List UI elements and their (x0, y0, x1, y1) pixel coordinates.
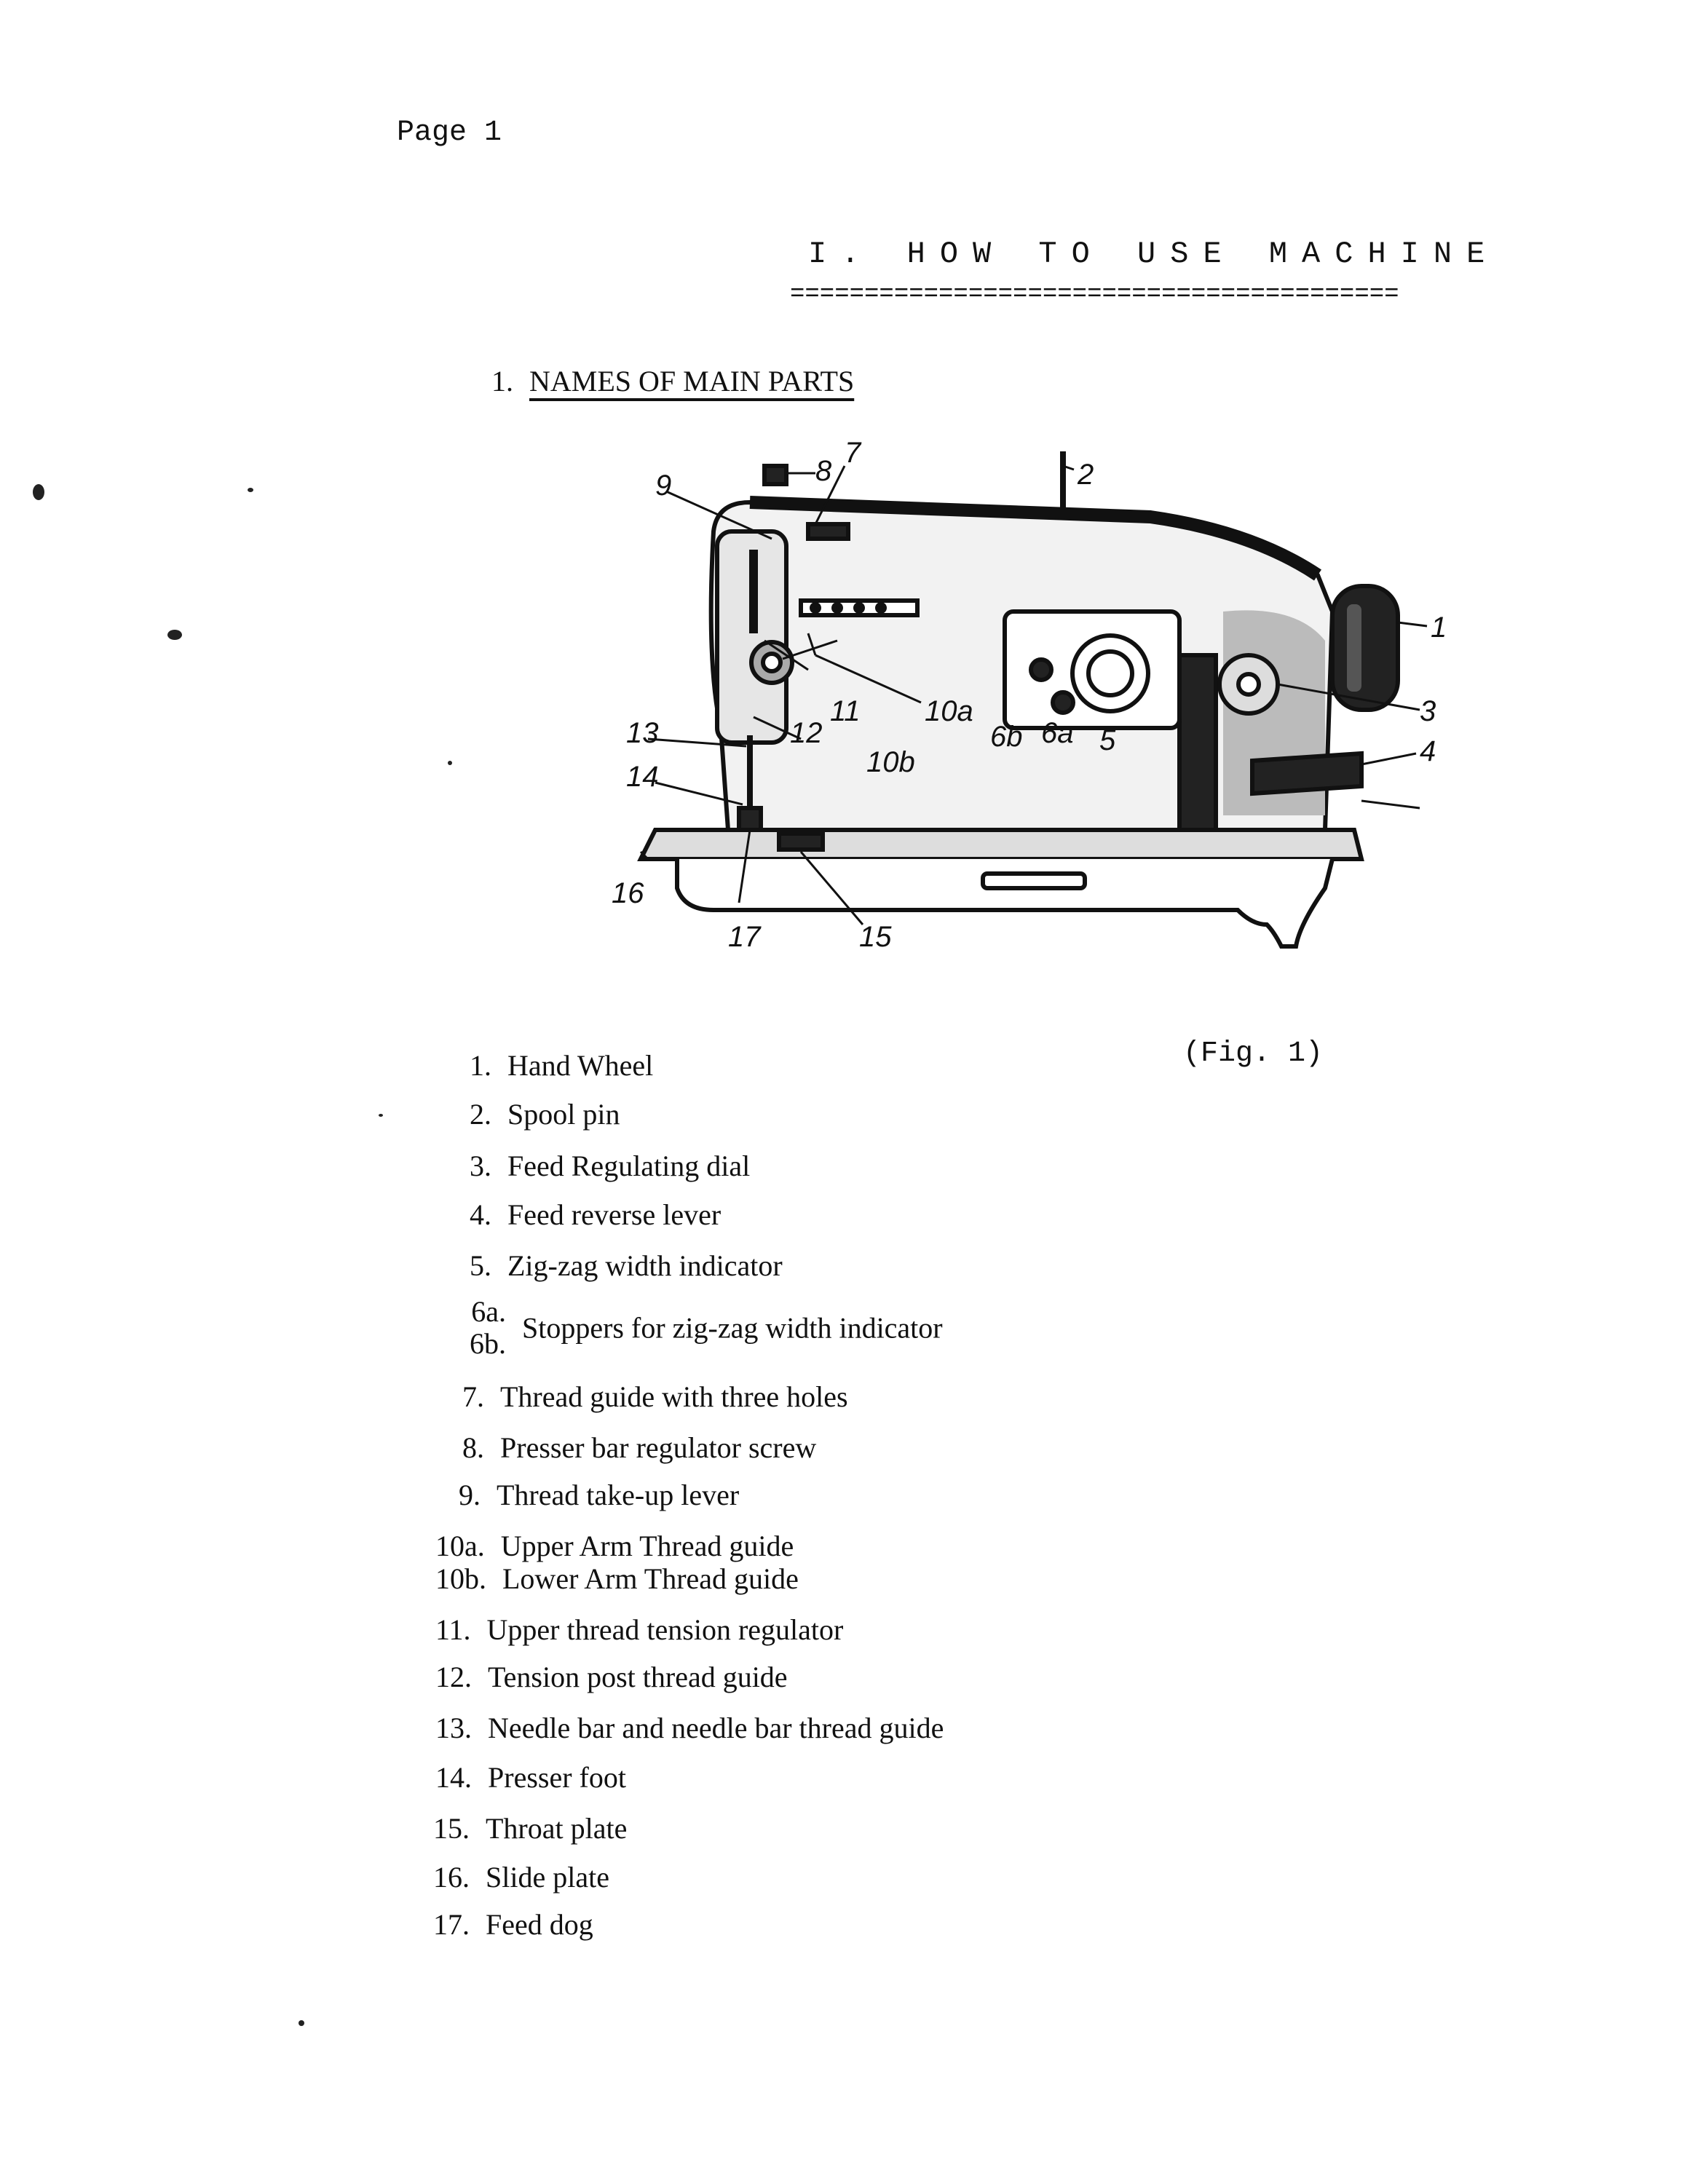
part-label: Throat plate (486, 1812, 628, 1845)
scan-speck (33, 484, 44, 500)
part-number (470, 1296, 506, 1360)
list-item (470, 1296, 943, 1360)
list-item (462, 1431, 816, 1465)
callout-6a: 6a (1041, 717, 1074, 749)
part-number: 5. (470, 1249, 491, 1282)
list-item (433, 1907, 593, 1942)
callout-11: 11 (830, 695, 861, 727)
part-number: 17. (433, 1908, 470, 1941)
page-number: Page 1 (397, 116, 502, 149)
part-number: 13. (435, 1712, 472, 1744)
thread-guide-7 (808, 524, 848, 539)
throat-plate (779, 834, 823, 850)
part-label: Lower Arm Thread guide (502, 1562, 799, 1595)
part-label: Spool pin (507, 1098, 620, 1131)
subsection-number: 1. (491, 365, 513, 397)
part-number: 12. (435, 1661, 472, 1693)
callout-9: 9 (655, 470, 672, 502)
callout-3: 3 (1420, 695, 1436, 727)
callout-6b: 6b (990, 721, 1023, 753)
callout-10b: 10b (866, 746, 915, 778)
callout-16: 16 (612, 877, 644, 909)
subsection-title: NAMES OF MAIN PARTS (529, 365, 855, 397)
callout-1: 1 (1431, 612, 1447, 644)
list-item (470, 1198, 721, 1232)
list-item (435, 1760, 626, 1795)
part-number: 16. (433, 1861, 470, 1894)
part-label: Hand Wheel (507, 1049, 654, 1082)
callout-15: 15 (859, 921, 892, 953)
machine-pillar (1179, 655, 1216, 830)
part-number: 11. (435, 1613, 471, 1646)
list-item (470, 1048, 653, 1083)
list-item (435, 1660, 788, 1694)
part-label: Feed Regulating dial (507, 1150, 751, 1182)
part-label: Slide plate (486, 1861, 609, 1894)
subsection-heading (491, 364, 854, 398)
part-number: 7. (462, 1380, 484, 1413)
part-number: 2. (470, 1098, 491, 1131)
scan-speck (379, 1114, 383, 1117)
scan-speck (448, 761, 452, 765)
presser-bar-screw (764, 466, 786, 484)
sewing-machine-figure (597, 422, 1500, 976)
callout-7: 7 (845, 437, 861, 469)
part-number: 15. (433, 1812, 470, 1845)
callout-14: 14 (626, 761, 659, 793)
callout-17: 17 (728, 921, 761, 953)
list-item (435, 1529, 794, 1563)
hand-wheel (1332, 586, 1398, 710)
stopper-6a (1053, 692, 1073, 713)
part-number: 3. (470, 1150, 491, 1182)
feed-reverse-lever (1252, 753, 1361, 794)
list-item (470, 1097, 620, 1131)
part-label: Stoppers for zig-zag width indicator (522, 1311, 943, 1345)
section-heading: I. HOW TO USE MACHINE (808, 237, 1500, 272)
scan-speck (299, 2020, 304, 2026)
list-item (435, 1711, 944, 1745)
figure-caption: (Fig. 1) (1183, 1037, 1324, 1070)
part-number: 8. (462, 1431, 484, 1464)
list-item (462, 1380, 848, 1414)
part-label: Presser bar regulator screw (500, 1431, 817, 1464)
scan-speck (248, 488, 253, 492)
part-label: Upper Arm Thread guide (500, 1530, 794, 1562)
callout-4: 4 (1420, 735, 1436, 767)
part-number: 10b. (435, 1562, 486, 1595)
callout-10a: 10a (925, 695, 973, 727)
part-number: 1. (470, 1049, 491, 1082)
part-label: Thread guide with three holes (500, 1380, 848, 1413)
part-number: 10a. (435, 1530, 485, 1562)
list-item (435, 1562, 799, 1596)
heading-double-rule: ========================================= (790, 281, 1399, 309)
part-number: 14. (435, 1761, 472, 1794)
part-label: Presser foot (488, 1761, 626, 1794)
callout-2: 2 (1078, 459, 1094, 491)
list-item (459, 1478, 739, 1512)
scan-speck (167, 630, 182, 640)
part-label: Zig-zag width indicator (507, 1249, 783, 1282)
stopper-6b (1031, 660, 1051, 680)
list-item (470, 1249, 783, 1283)
callout-5: 5 (1099, 724, 1116, 756)
list-item (435, 1613, 843, 1647)
list-item (470, 1149, 750, 1183)
width-indicator-dial (1072, 636, 1148, 711)
part-label: Needle bar and needle bar thread guide (488, 1712, 944, 1744)
list-item (433, 1860, 609, 1894)
callout-13: 13 (626, 717, 659, 749)
part-label: Feed dog (486, 1908, 593, 1941)
callout-8: 8 (815, 455, 832, 487)
part-label: Feed reverse lever (507, 1198, 722, 1231)
part-label: Upper thread tension regulator (486, 1613, 844, 1646)
part-number: 4. (470, 1198, 491, 1231)
callout-12: 12 (790, 717, 823, 749)
part-number-6a: 6a. (471, 1295, 506, 1328)
part-label: Thread take-up lever (497, 1479, 740, 1511)
part-number-6b: 6b. (470, 1327, 506, 1360)
part-label: Tension post thread guide (488, 1661, 788, 1693)
presser-foot (739, 808, 761, 830)
list-item (433, 1811, 627, 1845)
part-number: 9. (459, 1479, 481, 1511)
